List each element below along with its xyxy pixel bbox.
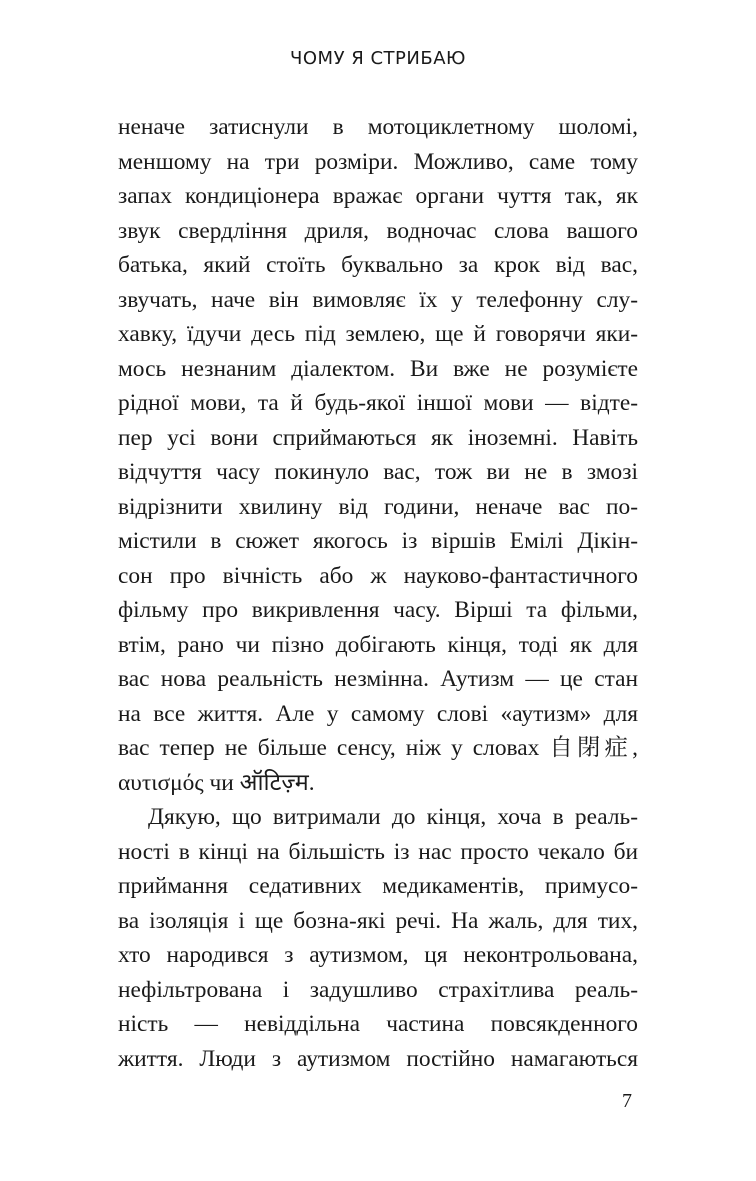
paragraph-1 [118,110,638,800]
text-line: ності в кінці на більшість із нас просто чекало би [118,838,638,865]
text-line: меншому на три розміри. Можливо, саме тому [118,148,638,175]
text-line: втім, рано чи пізно добігають кінця, тоді як для [118,631,638,658]
text-line: пер усі вони сприймаються як іноземні. Навіть [118,424,638,451]
text-line: вас тепер не більше сенсу, ніж у словах 自閉症, [118,735,638,761]
text-line: Дякую, що витримали до кінця, хоча в реаль- [148,804,638,830]
text-line: хавку, їдучи десь під землею, ще й говорячи яки- [118,321,638,347]
text-line: рідної мови, та й будь-якої іншої мови — відте- [118,390,638,416]
text-line: сон про вічність або ж науково-фантастичного [118,562,638,589]
text-line: містили в сюжет якогось із віршів Емілі Дікін- [118,528,638,554]
text-line: фільму про викривлення часу. Вірші та фільми, [118,597,638,623]
text-line: звучать, наче він вимовляє їх у телефонну слу- [118,286,638,313]
text-line: на все життя. Але у самому слові «аутизм» для [118,700,638,727]
text-line: хто народився з аутизмом, ця неконтрольована, [118,942,638,968]
body-text [118,110,638,1076]
text-line: неначе затиснули в мотоциклетному шоломі, [118,114,638,140]
text-line: нефільтрована і задушливо страхітлива реаль- [118,976,638,1003]
text-line: мось незнаним діалектом. Ви вже не розумієте [118,355,638,382]
text-line: ва ізоляція і ще бозна-які речі. На жаль, для тих, [118,907,638,934]
text-line: відрізнити хвилину від години, неначе вас по- [118,493,638,520]
text-line: життя. Люди з аутизмом постійно намагаються [118,1045,638,1072]
running-head-title: ЧОМУ Я СТРИБАЮ [290,48,466,69]
text-line: приймання седативних медикаментів, примусо- [118,873,638,899]
text-line: αυτισμός чи ऑटिज़्म. [118,769,315,796]
text-line: звук свердління дриля, водночас слова вашого [118,217,638,244]
text-line: ність — невіддільна частина повсякденного [118,1011,638,1037]
text-line: відчуття часу покинуло вас, тож ви не в змозі [118,459,638,485]
text-line: вас нова реальність незмінна. Аутизм — це стан [118,666,638,692]
text-line: запах кондиціонера вражає органи чуття так, як [118,183,638,209]
page-number: 7 [622,1090,632,1112]
text-line: батька, який стоїть буквально за крок від вас, [118,252,638,278]
paragraph-2 [118,800,638,1076]
